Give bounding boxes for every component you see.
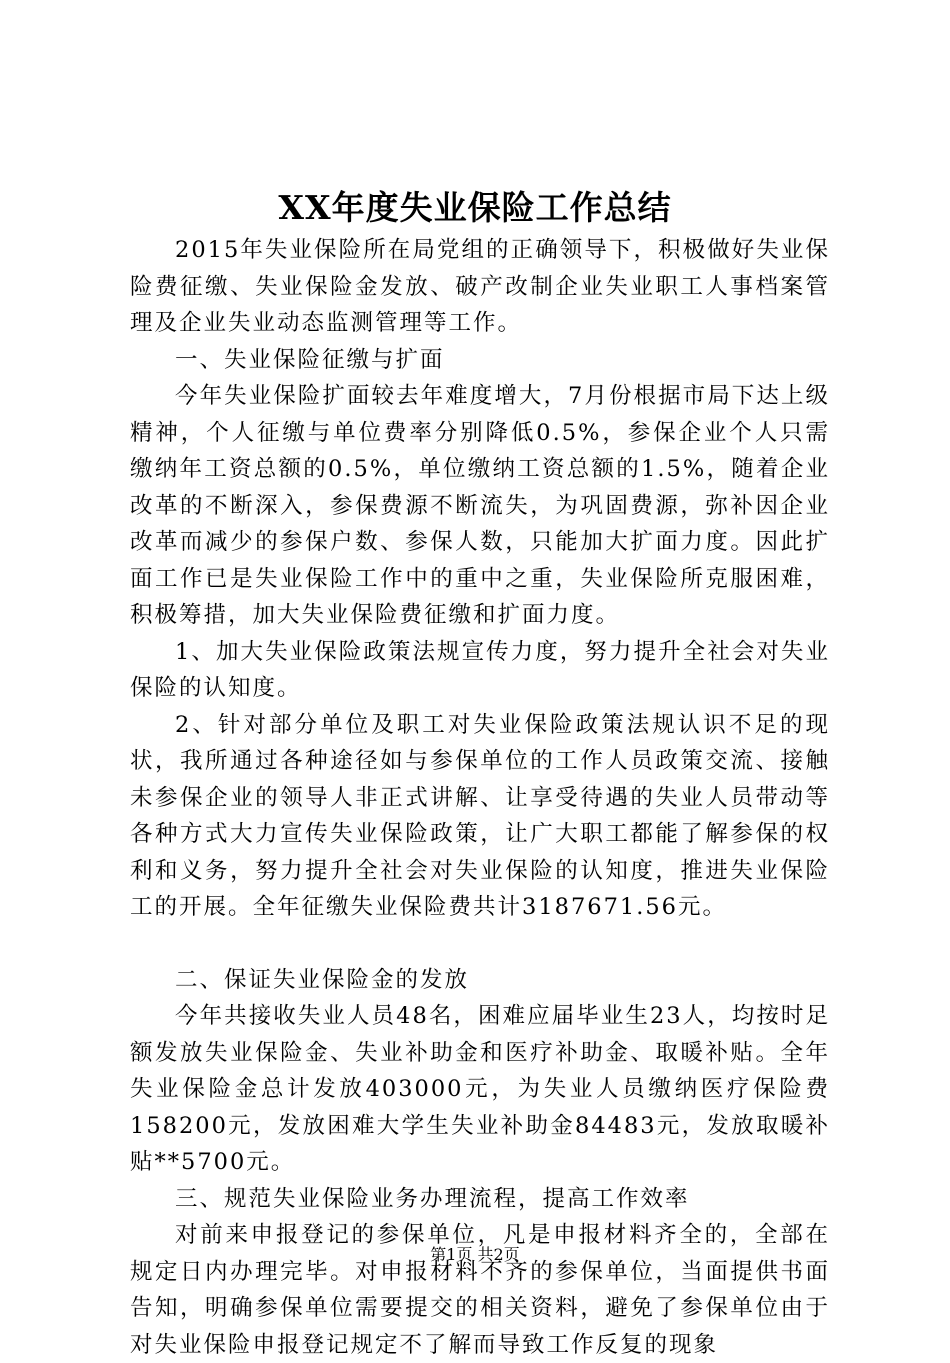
section-2-paragraph: 今年共接收失业人员48名，困难应届毕业生23人，均按时足额发放失业保险金、失业补助金和医疗补助金、取暖补贴。全年失业保险金总计发放403000元，为失业人员缴纳医疗保险费158200元，发放困难大学生失业补助金84483元，发放取暖补贴**5700元。 xyxy=(130,1003,830,1175)
intro-paragraph: 2015年失业保险所在局党组的正确领导下，积极做好失业保险费征缴、失业保险金发放、破产改制企业失业职工人事档案管理及企业失业动态监测管理等工作。 xyxy=(130,237,830,336)
section-heading-3: 三、规范失业保险业务办理流程，提高工作效率 xyxy=(175,1185,690,1212)
section-1-paragraph: 今年失业保险扩面较去年难度增大，7月份根据市局下达上级精神，个人征缴与单位费率分别降低0.5%，参保企业个人只需缴纳年工资总额的0.5%，单位缴纳工资总额的1.5%，随着企业改革的不断深入，参保费源不断流失，为巩固费源，弥补因企业改革而减少的参保户数、参保人数，只能加大扩面力度。因此扩面工作已是失业保险工作中的重中之重，失业保险所克服困难，积极筹措，加大失业保险费征缴和扩面力度。 xyxy=(130,383,830,628)
document-body xyxy=(130,232,830,1363)
section-3-paragraph: 对前来申报登记的参保单位，凡是申报材料齐全的，全部在规定日内办理完毕。对申报材料不齐的参保单位，当面提供书面告知，明确参保单位需要提交的相关资料，避免了参保单位由于对失业保险申报登记规定不了解而导致工作反复的现象 xyxy=(130,1222,830,1358)
section-heading-2: 二、保证失业保险金的发放 xyxy=(175,966,470,993)
section-heading-1: 一、失业保险征缴与扩面 xyxy=(175,346,445,373)
section-1-item-1: 1、加大失业保险政策法规宣传力度，努力提升全社会对失业保险的认知度。 xyxy=(130,638,830,701)
section-1-item-2: 2、针对部分单位及职工对失业保险政策法规认识不足的现状，我所通过各种途径如与参保单位的工作人员政策交流、接触未参保企业的领导人非正式讲解、让享受待遇的失业人员带动等各种方式大力宣传失业保险政策，让广大职工都能了解参保的权利和义务，努力提升全社会对失业保险的认知度，推进失业保险工的开展。全年征缴失业保险费共计3187671.56元。 xyxy=(130,711,830,920)
document-title: XX年度失业保险工作总结 xyxy=(278,188,672,227)
page-number-footer: 第1页 共2页 xyxy=(430,1245,520,1264)
